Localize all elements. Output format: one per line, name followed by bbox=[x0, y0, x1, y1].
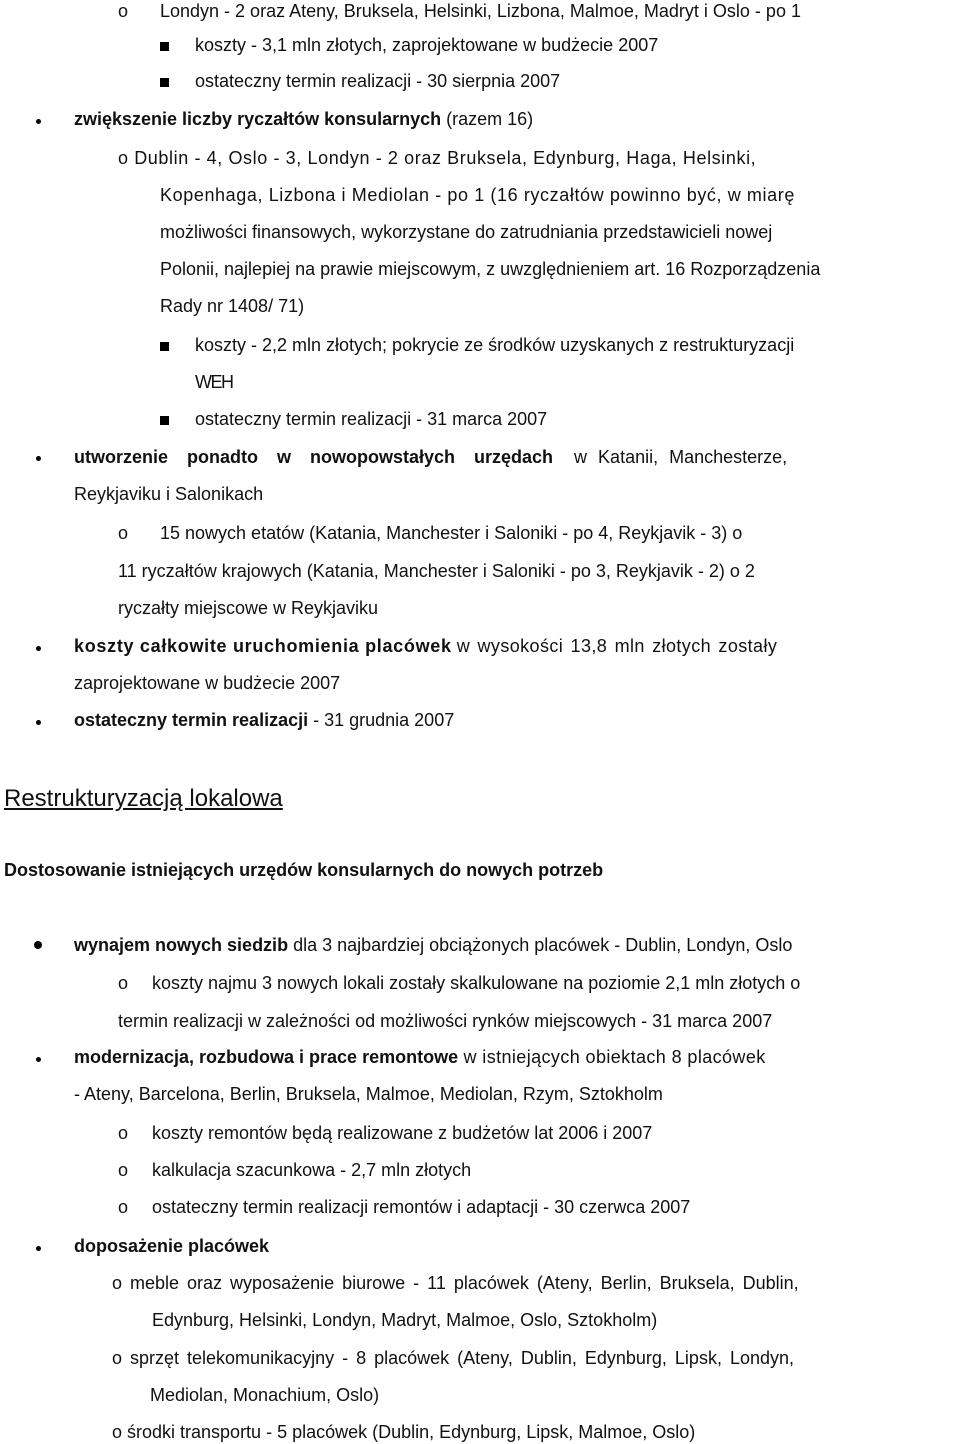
text-line bbox=[74, 446, 938, 468]
bold-text: koszty całkowite uruchomienia placówek bbox=[74, 636, 452, 656]
square-bullet bbox=[160, 34, 169, 56]
text-line: ostateczny termin realizacji - 31 marca 2007 bbox=[195, 409, 548, 429]
subsection-heading: Dostosowanie istniejących urzędów konsularnych do nowych potrzeb bbox=[4, 860, 604, 880]
text-line: Reykjaviku i Salonikach bbox=[74, 484, 264, 504]
square-bullet bbox=[160, 70, 169, 92]
text-line: możliwości finansowych, wykorzystane do zatrudniania przedstawicieli nowej bbox=[160, 222, 773, 242]
text-line: o sprzęt telekomunikacyjny - 8 placówek (Ateny, Dublin, Edynburg, Lipsk, Londyn, bbox=[112, 1348, 794, 1368]
text-line: o środki transportu - 5 placówek (Dublin, Edynburg, Lipsk, Malmoe, Oslo) bbox=[112, 1422, 696, 1442]
plain-text: w Katanii, Manchesterze, bbox=[574, 447, 788, 467]
text-line: Edynburg, Helsinki, Londyn, Madryt, Malmoe, Oslo, Sztokholm) bbox=[152, 1310, 658, 1330]
text-line bbox=[74, 934, 792, 956]
list-marker-o: o bbox=[118, 1123, 129, 1143]
text-line: Mediolan, Monachium, Oslo) bbox=[150, 1385, 380, 1405]
text-line: Rady nr 1408/ 71) bbox=[160, 296, 305, 316]
text-line: koszty najmu 3 nowych lokali zostały skalkulowane na poziomie 2,1 mln złotych o bbox=[152, 973, 801, 993]
bullet-dot bbox=[34, 932, 42, 954]
list-marker-o: o bbox=[118, 1, 129, 21]
text-line: koszty - 3,1 mln złotych, zaprojektowane w budżecie 2007 bbox=[195, 35, 659, 55]
bold-text: utworzenie ponadto w nowopowstałych urzędach bbox=[74, 447, 554, 467]
bold-text: ostateczny termin realizacji bbox=[74, 710, 309, 730]
text-line: 11 ryczałtów krajowych (Katania, Manchester i Saloniki - po 3, Reykjavik - 2) o 2 bbox=[118, 561, 755, 581]
text-line: koszty remontów będą realizowane z budżetów lat 2006 i 2007 bbox=[152, 1123, 653, 1143]
text-line: Londyn - 2 oraz Ateny, Bruksela, Helsinki, Lizbona, Malmoe, Madryt i Oslo - po 1 bbox=[160, 1, 801, 21]
text-line: Polonii, najlepiej na prawie miejscowym, z uwzględnieniem art. 16 Rozporządzenia bbox=[160, 259, 821, 279]
plain-text: (razem 16) bbox=[441, 109, 534, 129]
text-line: ostateczny termin realizacji remontów i adaptacji - 30 czerwca 2007 bbox=[152, 1197, 691, 1217]
square-bullet bbox=[160, 334, 169, 356]
text-line: ostateczny termin realizacji - 30 sierpnia 2007 bbox=[195, 71, 561, 91]
bullet-dot bbox=[36, 634, 41, 656]
text-line bbox=[74, 709, 454, 731]
text-line bbox=[74, 635, 777, 657]
list-marker-o: o bbox=[118, 523, 129, 543]
plain-text: w wysokości 13,8 mln złotych zostały bbox=[456, 636, 778, 656]
text-line: - Ateny, Barcelona, Berlin, Bruksela, Malmoe, Mediolan, Rzym, Sztokholm bbox=[74, 1084, 663, 1104]
bullet-dot bbox=[36, 1045, 41, 1067]
text-line: zaprojektowane w budżecie 2007 bbox=[74, 673, 341, 693]
plain-text: dla 3 najbardziej obciążonych placówek - Dublin, Londyn, Oslo bbox=[288, 935, 793, 955]
bullet-dot bbox=[36, 107, 41, 129]
text-line: o meble oraz wyposażenie biurowe - 11 placówek (Ateny, Berlin, Bruksela, Dublin, bbox=[112, 1273, 799, 1293]
text-line bbox=[74, 1046, 766, 1068]
list-marker-o: o bbox=[118, 1197, 129, 1217]
text-line: ryczałty miejscowe w Reykjaviku bbox=[118, 598, 379, 618]
list-marker-o: o bbox=[118, 1160, 129, 1180]
text-line: 15 nowych etatów (Katania, Manchester i Saloniki - po 4, Reykjavik - 3) o bbox=[160, 523, 743, 543]
bold-text: modernizacja, rozbudowa i prace remontowe bbox=[74, 1047, 459, 1067]
square-bullet bbox=[160, 408, 169, 430]
text-line: doposażenie placówek bbox=[74, 1236, 270, 1256]
text-line: kalkulacja szacunkowa - 2,7 mln złotych bbox=[152, 1160, 472, 1180]
list-marker-o: o bbox=[118, 973, 129, 993]
text-line: o Dublin - 4, Oslo - 3, Londyn - 2 oraz Bruksela, Edynburg, Haga, Helsinki, bbox=[118, 148, 757, 168]
text-line: Kopenhaga, Lizbona i Mediolan - po 1 (16 ryczałtów powinno być, w miarę bbox=[160, 185, 795, 205]
text-line: termin realizacji w zależności od możliwości rynków miejscowych - 31 marca 2007 bbox=[118, 1011, 773, 1031]
bullet-dot bbox=[36, 444, 41, 466]
bullet-dot bbox=[36, 708, 41, 730]
text-line bbox=[74, 108, 533, 130]
text-line: WEH bbox=[195, 372, 233, 392]
bold-text: zwiększenie liczby ryczałtów konsularnych bbox=[74, 109, 442, 129]
text-line: koszty - 2,2 mln złotych; pokrycie ze środków uzyskanych z restrukturyzacji bbox=[195, 335, 795, 355]
section-heading: Restrukturyzacją lokalowa bbox=[4, 785, 283, 812]
plain-text: w istniejących obiektach 8 placówek bbox=[458, 1047, 766, 1067]
plain-text: - 31 grudnia 2007 bbox=[308, 710, 455, 730]
bold-text: wynajem nowych siedzib bbox=[74, 935, 289, 955]
bullet-dot bbox=[36, 1234, 41, 1256]
